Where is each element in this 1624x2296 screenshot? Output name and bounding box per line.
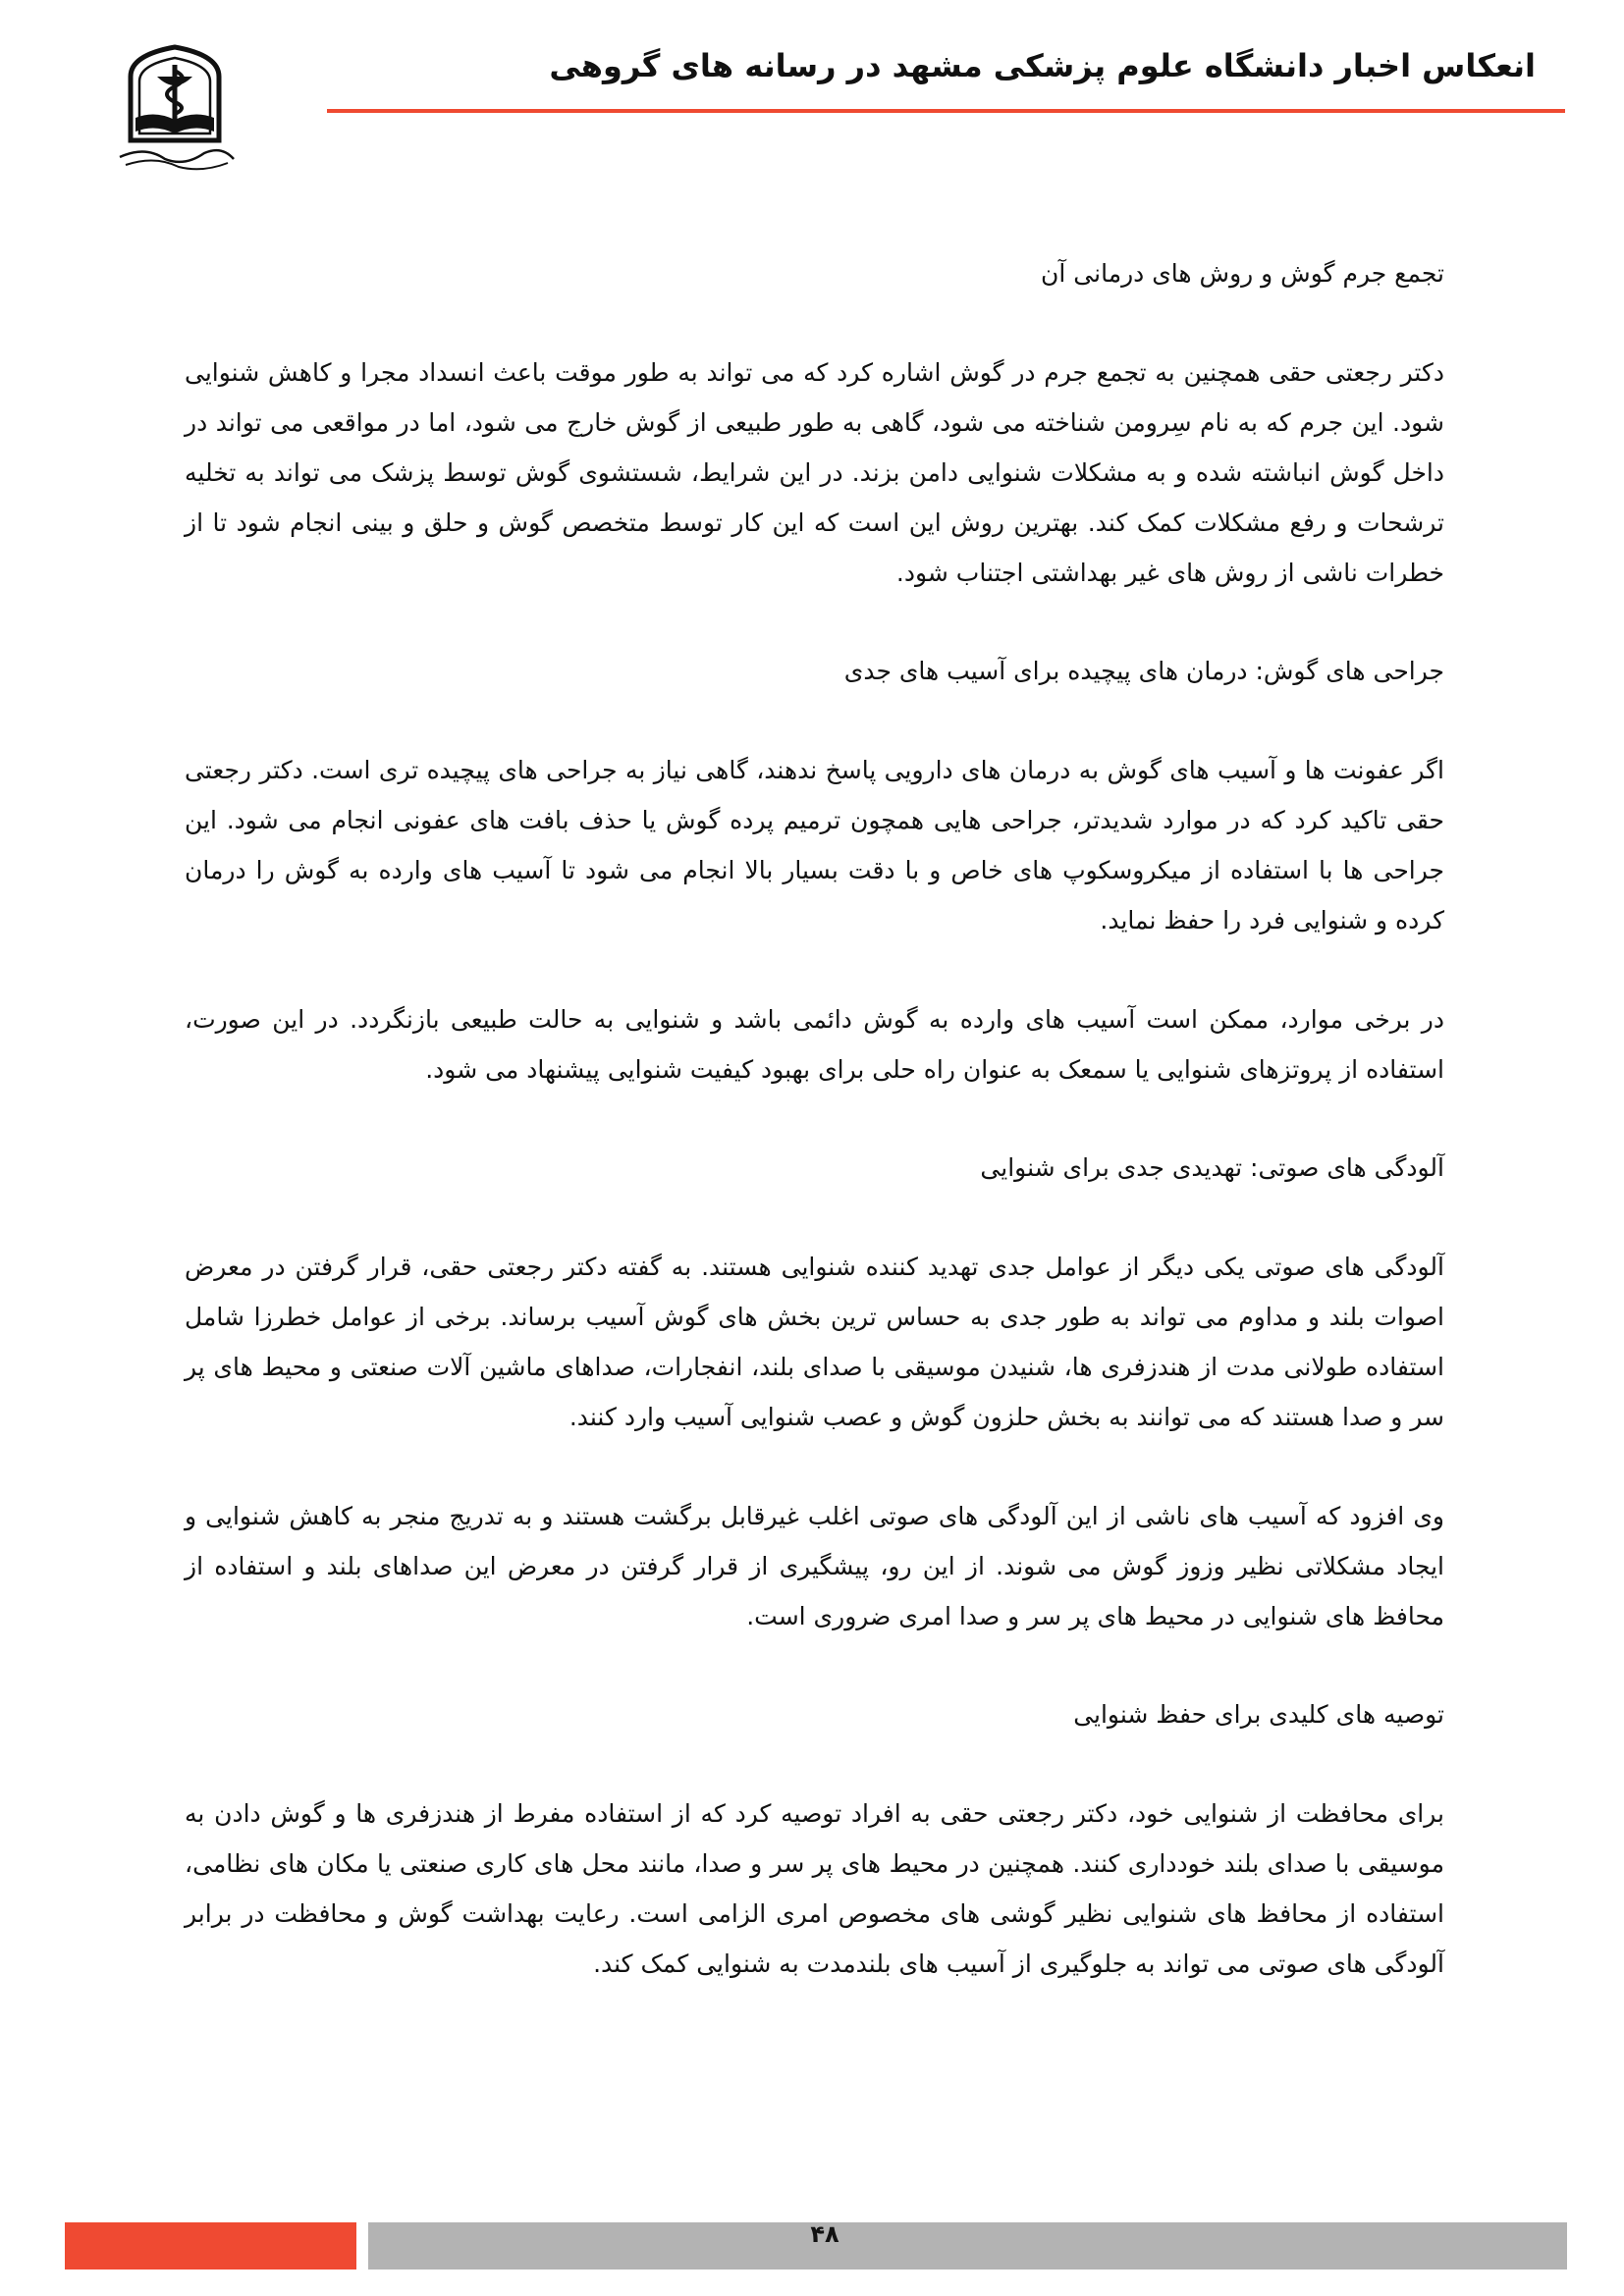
article-body <box>185 249 1444 1989</box>
footer-accent-bar <box>65 2222 356 2269</box>
paragraph: در برخی موارد، ممکن است آسیب های وارده به گوش دائمی باشد و شنوایی به حالت طبیعی بازنگردد. در این صورت، استفاده از پروتزهای شنوایی یا سمعک به عنوان راه حلی برای بهبود کیفیت شنوایی پیشنهاد می شود. <box>185 1005 1444 1084</box>
paragraph: اگر عفونت ها و آسیب های گوش به درمان های دارویی پاسخ ندهند، گاهی نیاز به جراحی های پیچیده تری است. دکتر رجعتی حقی تاکید کرد که در موارد شدیدتر، جراحی هایی همچون ترمیم پرده گوش یا حذف بافت های عفونی انجام می شود. این جراحی ها با استفاده از میکروسکوپ های خاص و با دقت بسیار بالا انجام می شود تا آسیب های وارده به گوش را درمان کرده و شنوایی فرد را حفظ نماید. <box>185 756 1444 934</box>
page-number: ۴۸ <box>810 2220 839 2248</box>
university-logo <box>106 37 244 175</box>
section-heading: آلودگی های صوتی: تهدیدی جدی برای شنوایی <box>980 1153 1444 1182</box>
paragraph: برای محافظت از شنوایی خود، دکتر رجعتی حقی به افراد توصیه کرد که از استفاده مفرط از هندزفری ها و گوش دادن به موسیقی با صدای بلند خودداری کنند. همچنین در محیط های پر سر و صدا، مانند محل های کاری صنعتی یا مکان های نظامی، استفاده از محافظ های شنوایی نظیر گوشی های مخصوص امری الزامی است. رعایت بهداشت گوش و محافظت در برابر آلودگی های صوتی می تواند به جلوگیری از آسیب های بلندمدت به شنوایی کمک کند. <box>185 1799 1444 1978</box>
footer-bar <box>368 2222 1567 2269</box>
page-title: انعکاس اخبار دانشگاه علوم پزشکی مشهد در رسانه های گروهی <box>549 47 1536 84</box>
paragraph: آلودگی های صوتی یکی دیگر از عوامل جدی تهدید کننده شنوایی هستند. به گفته دکتر رجعتی حقی، قرار گرفتن در معرض اصوات بلند و مداوم می تواند به طور جدی به حساس ترین بخش های گوش آسیب برساند. برخی از عوامل خطرزا شامل استفاده طولانی مدت از هندزفری ها، شنیدن موسیقی با صدای بلند، انفجارات، صداهای ماشین آلات صنعتی و محیط های پر سر و صدا هستند که می توانند به بخش حلزون گوش و عصب شنوایی آسیب وارد کنند. <box>185 1253 1444 1431</box>
section-heading: تجمع جرم گوش و روش های درمانی آن <box>1041 259 1444 288</box>
section-heading: توصیه های کلیدی برای حفظ شنوایی <box>1073 1700 1444 1729</box>
university-emblem-icon <box>106 37 244 175</box>
header-divider <box>327 109 1565 113</box>
paragraph: دکتر رجعتی حقی همچنین به تجمع جرم در گوش اشاره کرد که می تواند به طور موقت باعث انسداد مجرا و کاهش شنوایی شود. این جرم که به نام سِرومن شناخته می شود، گاهی به طور طبیعی از گوش خارج می شود، اما در مواقعی می تواند در داخل گوش انباشته شده و به مشکلات شنوایی دامن بزند. در این شرایط، شستشوی گوش توسط پزشک می تواند به تخلیه ترشحات و رفع مشکلات کمک کند. بهترین روش این است که این کار توسط متخصص گوش و حلق و بینی انجام شود تا از خطرات ناشی از روش های غیر بهداشتی اجتناب شود. <box>185 358 1444 587</box>
paragraph: وی افزود که آسیب های ناشی از این آلودگی های صوتی اغلب غیرقابل برگشت هستند و به تدریج منجر به کاهش شنوایی و ایجاد مشکلاتی نظیر وزوز گوش می شوند. از این رو، پیشگیری از قرار گرفتن در معرض این صداهای بلند و استفاده از محافظ های شنوایی در محیط های پر سر و صدا امری ضروری است. <box>185 1502 1444 1630</box>
section-heading: جراحی های گوش: درمان های پیچیده برای آسیب های جدی <box>843 657 1444 685</box>
